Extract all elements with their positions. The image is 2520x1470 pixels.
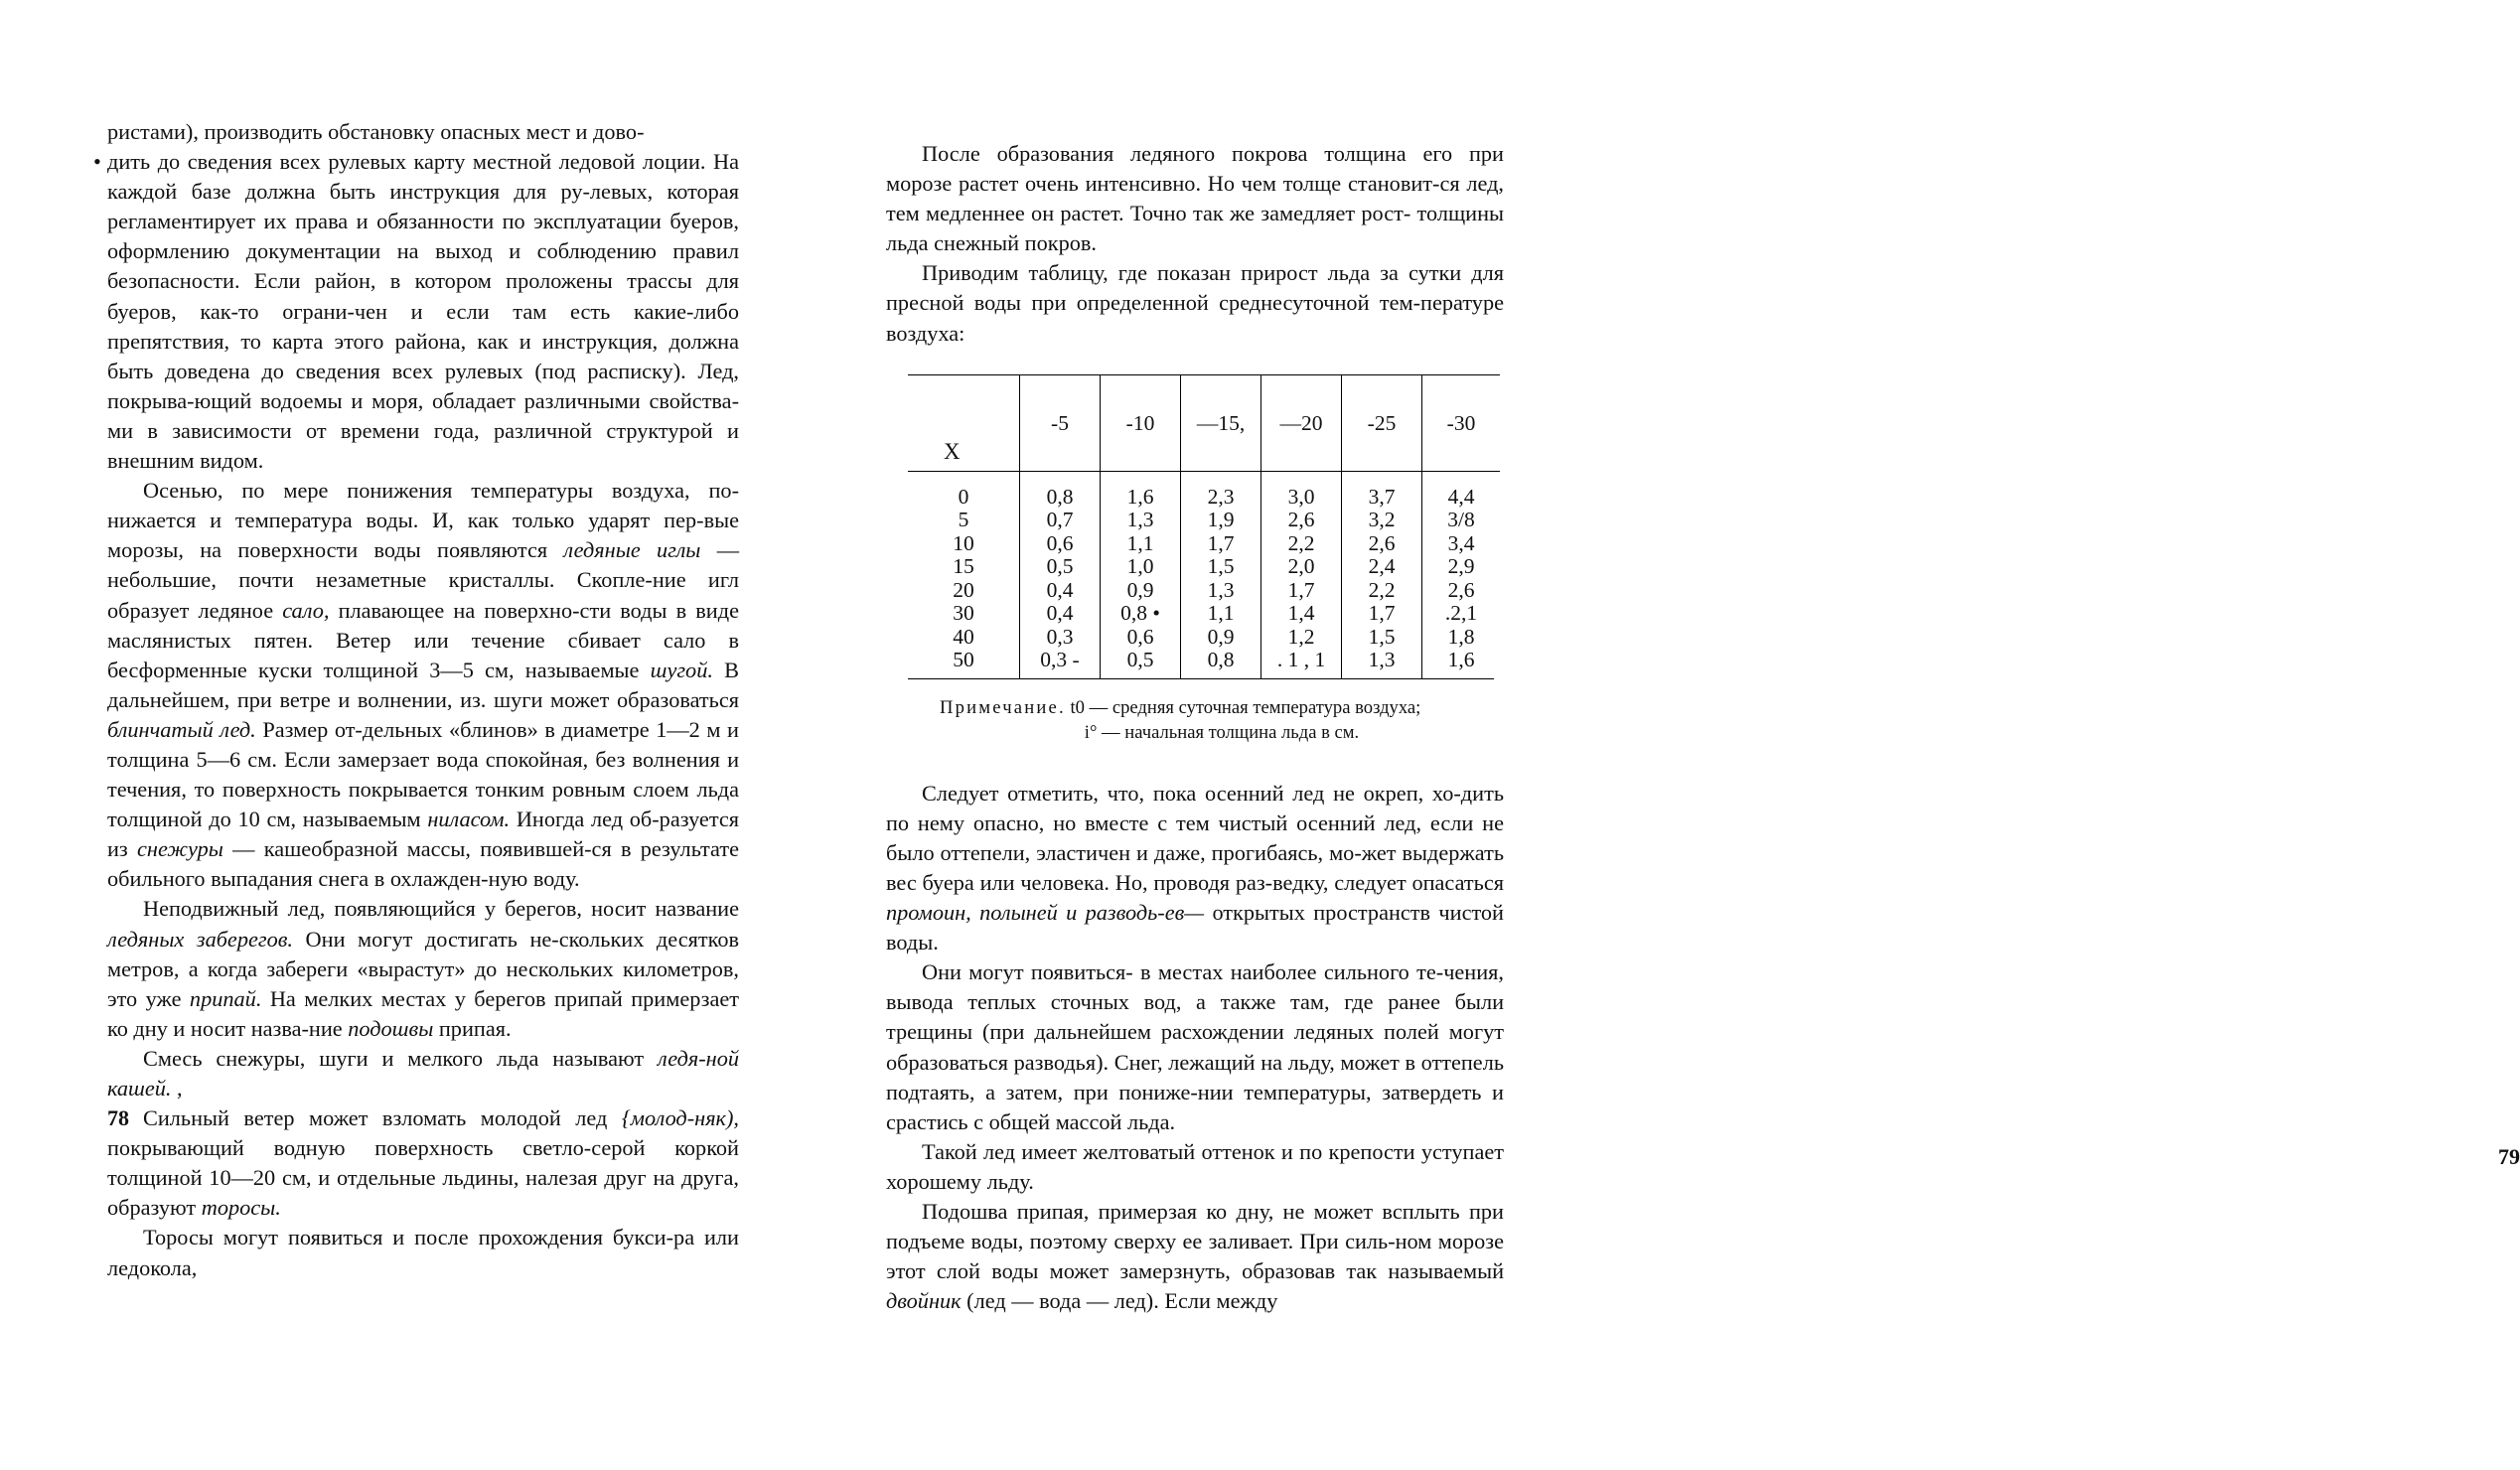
text-run: — небольшие, почти незаметные кристаллы. Скопле-ние игл образует ледяное bbox=[107, 537, 740, 623]
paragraph-torosy bbox=[107, 1223, 739, 1282]
text-run: покрывающий водную поверхность светло-серой коркой толщиной 10—20 см, и отдельные льдины, налезая друг на друга, образуют bbox=[107, 1135, 739, 1221]
column-header-minus5: -5 bbox=[1020, 374, 1101, 471]
text-run: (лед — вода — лед). Если между bbox=[961, 1288, 1278, 1314]
text-run: Приводим таблицу, где показан прирост льда за сутки для пресной воды при определенной среднесуточной тем-пературе воздуха: bbox=[886, 260, 1504, 346]
emphasis-salo: сало, bbox=[282, 597, 330, 623]
text-run: — кашеобразной массы, появившей-ся в результате обильного выпадания снега в охлажден-ную воду. bbox=[107, 836, 739, 892]
text-run: Размер от-дельных «блинов» в диаметре 1—2 м и толщина 5—6 см. Если замерзает вода спокойная, без волнения и течения, то поверхность покрывается тонким ровным слоем льда толщиной до 10 см, называемым bbox=[107, 716, 739, 832]
table-cell: 3,2 bbox=[1342, 509, 1422, 532]
table-cell: 0,6 bbox=[1020, 532, 1101, 556]
text-run: Такой лед имеет желтоватый оттенок и по крепости уступает хорошему льду. bbox=[886, 1138, 1504, 1194]
paragraph-autumn-ice-warning bbox=[886, 779, 1504, 958]
table-note-line-1 bbox=[934, 695, 1510, 720]
row-label: 5 bbox=[958, 508, 969, 532]
table-row bbox=[908, 579, 1500, 603]
table-cell: 2,0 bbox=[1261, 555, 1342, 579]
emphasis-molodnyak: {молод-няк), bbox=[621, 1105, 739, 1131]
table-cell: 1,7 bbox=[1342, 602, 1422, 626]
paragraph-where-they-appear bbox=[886, 957, 1504, 1137]
table-row bbox=[908, 602, 1500, 626]
note-text: t0 — средняя суточная температура воздуха; bbox=[1065, 696, 1421, 718]
column-header-minus25: -25 bbox=[1342, 374, 1422, 471]
table-cell: 1,2 bbox=[1261, 626, 1342, 650]
text-run: плавающее на поверхно-сти воды в виде маслянистых пятен. Ветер или течение сбивает сало в бесформенные куски толщиной 3—5 см, называемые bbox=[107, 597, 739, 682]
note-label: Примечание. bbox=[940, 696, 1066, 718]
text-run: , bbox=[171, 1076, 183, 1101]
table-cell: 1,4 bbox=[1261, 602, 1342, 626]
paragraph-zaberegi bbox=[107, 894, 739, 1043]
table-cell: 1,7 bbox=[1181, 532, 1261, 556]
paragraph-bulleted bbox=[93, 147, 739, 476]
table-row bbox=[908, 626, 1500, 650]
row-label: 40 bbox=[953, 624, 974, 649]
table-cell: 2,9 bbox=[1422, 555, 1501, 579]
text-run: На мелких местах у берегов припай примерзает ко дну и носит назва-ние bbox=[107, 985, 739, 1041]
page-number-left: 78 bbox=[107, 1105, 129, 1130]
table-stub-cell bbox=[908, 374, 1020, 471]
table-cell: 2,2 bbox=[1342, 579, 1422, 603]
text-run: Они могут достигать не-скольких десятков метров, а когда забереги «вырастут» до нескольких километров, это уже bbox=[107, 926, 739, 1011]
table-cell: 0,8 bbox=[1181, 649, 1261, 678]
row-label: 10 bbox=[953, 530, 974, 555]
table-cell: 0,6 bbox=[1101, 626, 1181, 650]
table-cell: 0,5 bbox=[1101, 649, 1181, 678]
table-cell: 1,6 bbox=[1101, 471, 1181, 509]
table-cell: 3,4 bbox=[1422, 532, 1501, 556]
table-cell: 0,8 bbox=[1020, 471, 1101, 509]
paragraph-autumn-ice bbox=[107, 476, 739, 894]
emphasis-promoin-polyney-razvodiev: промоин, полыней и разводь-ев— bbox=[886, 900, 1205, 926]
table-cell: 0,8 • bbox=[1101, 602, 1181, 626]
table-cell: 2,6 bbox=[1261, 509, 1342, 532]
table-cell: 3,7 bbox=[1342, 471, 1422, 509]
paragraph-text: дить до сведения всех рулевых карту местной ледовой лоции. На каждой базе должна быть инструкция для ру-левых, которая регламентирует их права и обязанности по эксплуатации буеров, оформлению документации на выход и соблюдению правил безопасности. Если район, в котором проложены трассы для буеров, как-то ограни-чен и если там есть какие-либо препятствия, то карта этого района, как и инструкция, должна быть доведена до сведения всех рулевых (под расписку). Лед, покрыва-ющий водоемы и моря, обладает различными свойства-ми в зависимости от времени года, различной структурой и внешним видом. bbox=[107, 149, 739, 474]
row-label: 15 bbox=[953, 554, 974, 579]
table-cell: 2,4 bbox=[1342, 555, 1422, 579]
table-cell: 0,9 bbox=[1101, 579, 1181, 603]
column-header-minus30: -30 bbox=[1422, 374, 1501, 471]
table-note-line-2: i° — начальная толщина льда в см. bbox=[1084, 721, 1360, 743]
ice-growth-table-wrap bbox=[908, 374, 1494, 745]
table-cell: 1,5 bbox=[1181, 555, 1261, 579]
table-cell: 2,2 bbox=[1261, 532, 1342, 556]
table-row bbox=[908, 509, 1500, 532]
page-left bbox=[0, 0, 854, 1470]
row-label: 20 bbox=[953, 577, 974, 602]
table-row bbox=[908, 555, 1500, 579]
table-cell: 0,7 bbox=[1020, 509, 1101, 532]
table-cell: 2,6 bbox=[1422, 579, 1501, 603]
table-cell: 1,3 bbox=[1101, 509, 1181, 532]
text-run: Торосы могут появиться и после прохождения букси-ра или ледокола, bbox=[107, 1225, 739, 1280]
text-run: Смесь снежуры, шуги и мелкого льда называют bbox=[143, 1045, 658, 1071]
stub-label-x: X bbox=[944, 438, 961, 464]
emphasis-blinchatyi-led: блинчатый лед. bbox=[107, 716, 256, 742]
emphasis-nilas: ниласом. bbox=[427, 807, 511, 832]
table-cell: 1,1 bbox=[1101, 532, 1181, 556]
table-cell: 1,3 bbox=[1342, 649, 1422, 678]
paragraph-text: ристами), производить обстановку опасных мест и дово- bbox=[107, 119, 645, 144]
text-run: В дальнейшем, при ветре и волнении, из. шуги может образоваться bbox=[107, 657, 739, 712]
column-header-minus15: —15, bbox=[1181, 374, 1261, 471]
table-cell: 2,6 bbox=[1342, 532, 1422, 556]
table-cell: 0,9 bbox=[1181, 626, 1261, 650]
ice-growth-table bbox=[908, 374, 1500, 678]
table-cell: 1,3 bbox=[1181, 579, 1261, 603]
text-run: Сильный ветер может взломать молодой лед bbox=[143, 1105, 622, 1131]
paragraph-dvoynik bbox=[886, 1197, 1504, 1316]
page-right bbox=[854, 0, 2520, 1470]
text-run: припая. bbox=[433, 1015, 512, 1041]
emphasis-podoshvy: подошвы bbox=[348, 1015, 434, 1041]
text-run: Они могут появиться- в местах наиболее сильного те-чения, вывода теплых сточных вод, а также там, где ранее были трещины (при дальнейшем расхождении ледяных полей могут образоваться разводья). Снег, лежащий на льду, может в оттепель подтаять, а затем, при пониже-нии температуры, затвердеть и срастись с общей массой льда. bbox=[886, 959, 1504, 1134]
table-cell: 2,3 bbox=[1181, 471, 1261, 509]
text-run: После образования ледяного покрова толщина его при морозе растет очень интенсивно. Но чем толще становит-ся лед, тем медленнее он растет. Точно так же замедляет рост- толщины льда снежный покров. bbox=[886, 141, 1504, 256]
page-number-right: 79 bbox=[2498, 1144, 2520, 1169]
emphasis-snezhura: снежуры bbox=[137, 836, 223, 862]
table-cell: 0,3 bbox=[1020, 626, 1101, 650]
emphasis-shuga: шугой. bbox=[650, 657, 713, 682]
table-cell: 0,4 bbox=[1020, 579, 1101, 603]
row-label: 0 bbox=[958, 484, 969, 509]
table-cell: 1,9 bbox=[1181, 509, 1261, 532]
paragraph-ledyanaya-kasha bbox=[107, 1044, 739, 1103]
text-run: Неподвижный лед, появляющийся у берегов, носит название bbox=[143, 896, 739, 922]
table-cell: 3,0 bbox=[1261, 471, 1342, 509]
text-run: Следует отметить, что, пока осенний лед не окреп, хо-дить по нему опасно, но вместе с тем чистый осенний лед, если не было оттепели, эластичен и даже, прогибаясь, мо-жет выдержать вес буера или человека. Но, проводя раз-ведку, следует опасаться bbox=[886, 780, 1504, 895]
table-cell: .2,1 bbox=[1422, 602, 1501, 626]
text-run: Иногда лед об-разуется из bbox=[107, 807, 739, 862]
table-cell: 3/8 bbox=[1422, 509, 1501, 532]
table-row bbox=[908, 532, 1500, 556]
paragraph-ice-growth-intro bbox=[886, 139, 1504, 258]
table-cell: 0,3 - bbox=[1020, 649, 1101, 678]
column-header-minus10: -10 bbox=[1101, 374, 1181, 471]
table-cell: 1,6 bbox=[1422, 649, 1501, 678]
table-bottom-rule bbox=[908, 678, 1494, 679]
row-label: 30 bbox=[953, 601, 974, 626]
table-cell: 0,5 bbox=[1020, 555, 1101, 579]
table-row bbox=[908, 471, 1500, 509]
emphasis-dvoynik: двойник bbox=[886, 1288, 962, 1314]
table-cell: 1,0 bbox=[1101, 555, 1181, 579]
text-run: Подошва припая, примерзая ко дну, не может всплыть при подъеме воды, поэтому сверху ее заливает. При силь-ном морозе этот слой воды может замерзнуть, образовав так называемый bbox=[886, 1198, 1504, 1284]
paragraph-molodnyak bbox=[107, 1103, 739, 1223]
bullet-icon: • bbox=[93, 149, 101, 175]
table-header-row bbox=[908, 374, 1500, 471]
right-column-text bbox=[886, 139, 1504, 1316]
table-cell: 1,5 bbox=[1342, 626, 1422, 650]
paragraph-table-lead-in bbox=[886, 258, 1504, 348]
emphasis-ledyanoy-kashey: ледя-ной кашей. bbox=[107, 1045, 739, 1101]
table-cell: . 1 , 1 bbox=[1261, 649, 1342, 678]
table-note bbox=[934, 695, 1510, 745]
table-cell: 1,7 bbox=[1261, 579, 1342, 603]
table-row bbox=[908, 649, 1500, 678]
table-cell: 1,1 bbox=[1181, 602, 1261, 626]
emphasis-ledyanyh-zaberegov: ледяных заберегов. bbox=[107, 926, 293, 952]
left-column-text bbox=[93, 117, 740, 1283]
row-label: 50 bbox=[953, 648, 974, 672]
column-header-minus20: —20 bbox=[1261, 374, 1342, 471]
table-cell: 0,4 bbox=[1020, 602, 1101, 626]
table-cell: 4,4 bbox=[1422, 471, 1501, 509]
text-run: открытых пространств чистой воды. bbox=[886, 900, 1504, 956]
emphasis-torosy: торосы. bbox=[201, 1195, 281, 1221]
emphasis-pripay: припай. bbox=[189, 985, 262, 1011]
emphasis-ledyanye-igly: ледяные иглы bbox=[563, 537, 701, 563]
paragraph-yellow-ice bbox=[886, 1137, 1504, 1197]
text-run: Осенью, по мере понижения температуры воздуха, по-нижается и температура воды. И, как только ударят пер-вые морозы, на поверхности воды появляются bbox=[107, 478, 739, 563]
paragraph-intro-cont bbox=[107, 117, 739, 147]
table-cell: 1,8 bbox=[1422, 626, 1501, 650]
